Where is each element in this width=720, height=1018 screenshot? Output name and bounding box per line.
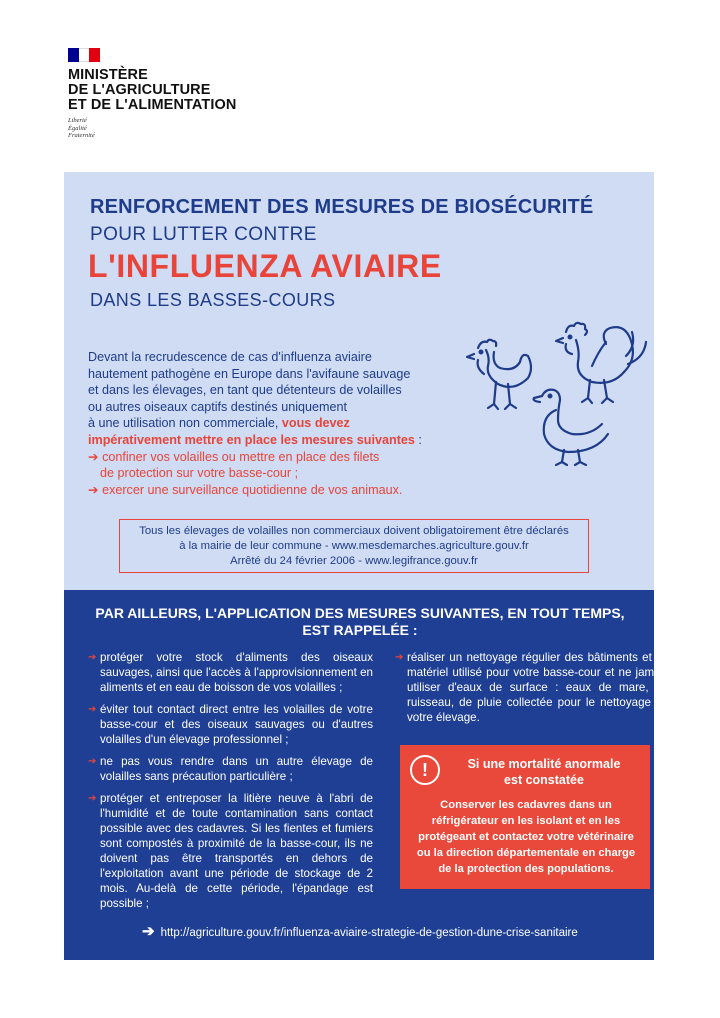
measure-1 xyxy=(88,449,438,466)
measure-1-text: confiner vos volailles ou mettre en place des filets xyxy=(102,449,380,464)
arrow-right-icon: ➔ xyxy=(142,923,155,940)
title-main: L'INFLUENZA AVIAIRE xyxy=(88,248,442,284)
intro-line: ou autres oiseaux captifs destinés uniquement xyxy=(88,399,348,414)
info-link[interactable] xyxy=(142,922,578,940)
declaration-notice xyxy=(119,519,589,573)
notice-line: à la mairie de leur commune - www.mesdemarches.agriculture.gouv.fr xyxy=(179,540,529,552)
alert-heading xyxy=(444,757,644,788)
republic-motto xyxy=(68,117,236,140)
mortality-alert-box xyxy=(400,745,650,889)
arrow-right-icon: ➔ xyxy=(395,652,404,663)
arrow-right-icon: ➔ xyxy=(88,756,97,767)
notice-line: Tous les élevages de volailles non commerciaux doivent obligatoirement être déclarés xyxy=(139,525,569,537)
reminder-heading xyxy=(70,605,650,639)
arrow-right-icon: ➔ xyxy=(88,652,97,663)
rooster-icon xyxy=(556,323,646,403)
intro-line: Devant la recrudescence de cas d'influenza aviaire xyxy=(88,350,372,364)
intro-line: et dans les élevages, en tant que détenteurs de volailles xyxy=(88,383,402,398)
motto-fraternite: Fraternité xyxy=(68,132,95,139)
alert-body-line: Conserver les cadavres dans un xyxy=(440,799,612,811)
motto-egalite: Égalité xyxy=(68,124,87,132)
list-item xyxy=(88,754,373,784)
intro-line xyxy=(88,432,438,449)
exclamation-icon: ! xyxy=(410,755,440,785)
ministry-logo xyxy=(68,48,236,140)
reminder-list-left xyxy=(88,650,373,918)
measure-2-text: exercer une surveillance quotidienne de vos animaux. xyxy=(102,482,403,497)
duck-icon xyxy=(534,390,608,465)
info-link-url[interactable]: http://agriculture.gouv.fr/influenza-aviaire-strategie-de-gestion-dune-crise-sanitaire xyxy=(160,927,578,939)
alert-body-line: de la protection des populations. xyxy=(438,863,614,875)
arrow-right-icon: ➔ xyxy=(88,704,97,715)
intro-line: hautement pathogène en Europe dans l'avifaune sauvage xyxy=(88,366,411,381)
ministry-name-line: DE L'AGRICULTURE xyxy=(68,82,211,98)
intro-emphasis: vous devez xyxy=(281,416,350,431)
list-item-text: éviter tout contact direct entre les volailles de votre basse-cour et des oiseaux sauvages ou d'autres volailles d'un élevage professionnel ; xyxy=(100,703,373,746)
list-item-text: ne pas vous rendre dans un autre élevage de volailles sans précaution particulière ; xyxy=(100,755,373,783)
alert-body-line: protégeant et contactez votre vétérinaire xyxy=(418,831,634,843)
reminder-list-right xyxy=(395,650,675,732)
list-item-text: protéger votre stock d'aliments des oiseaux sauvages, ainsi que l'accès à l'approvisionnement en aliments et en eau de boisson de vos volailles ; xyxy=(100,651,373,694)
intro-colon: : xyxy=(414,432,422,447)
title-line-1: RENFORCEMENT DES MESURES DE BIOSÉCURITÉ xyxy=(90,196,594,218)
ministry-name-line: MINISTÈRE xyxy=(68,67,148,83)
alert-heading-line: Si une mortalité anormale xyxy=(467,757,621,771)
title-line-4: DANS LES BASSES-COURS xyxy=(90,290,336,310)
arrow-right-icon: ➔ xyxy=(88,449,99,464)
notice-line: Arrêté du 24 février 2006 - www.legifrance.gouv.fr xyxy=(230,555,478,567)
list-item xyxy=(88,702,373,747)
arrow-right-icon: ➔ xyxy=(88,482,99,497)
arrow-right-icon: ➔ xyxy=(88,793,97,804)
hen-icon xyxy=(467,340,531,409)
reminder-heading-line: PAR AILLEURS, L'APPLICATION DES MESURES SUIVANTES, EN TOUT TEMPS, xyxy=(95,605,625,621)
alert-body xyxy=(410,797,642,877)
alert-body-line: réfrigérateur en les isolant et en les xyxy=(431,815,621,827)
list-item-text: réaliser un nettoyage régulier des bâtiments et du matériel utilisé pour votre basse-cour et ne jamais utiliser d'eaux de surface : eaux de mare, de ruisseau, de pluie collectée pour le nettoyage de votre élevage. xyxy=(407,651,669,724)
intro-text xyxy=(88,349,438,498)
motto-liberte: Liberté xyxy=(68,117,87,124)
list-item xyxy=(88,650,373,695)
list-item-text: protéger et entreposer la litière neuve à l'abri de l'humidité et de toute contamination sans contact possible avec des cadavres. Si les fientes et fumiers sont compostés à proximité de la basse-cour, ils ne doivent pas être transportés en dehors de l'exploitation avant une période de stockage de 2 mois. Au-delà de cette période, l'épandage est possible ; xyxy=(100,792,373,910)
ministry-name-line: ET DE L'ALIMENTATION xyxy=(68,97,237,113)
list-item xyxy=(88,791,373,911)
measure-1-text-cont: de protection sur votre basse-cour ; xyxy=(100,466,299,481)
alert-heading-line: est constatée xyxy=(504,772,584,787)
poultry-illustration-icon xyxy=(456,312,666,472)
list-item xyxy=(395,650,669,725)
intro-line xyxy=(88,415,438,432)
alert-body-line: ou la direction départementale en charge xyxy=(416,847,636,859)
french-flag-icon xyxy=(68,48,100,62)
intro-line-text: à une utilisation non commerciale, xyxy=(88,416,279,431)
title-line-2: POUR LUTTER CONTRE xyxy=(90,224,317,245)
reminder-heading-line: EST RAPPELÉE : xyxy=(302,622,418,638)
measure-2 xyxy=(88,482,438,499)
intro-emphasis: impérativement mettre en place les mesures suivantes xyxy=(88,432,415,447)
